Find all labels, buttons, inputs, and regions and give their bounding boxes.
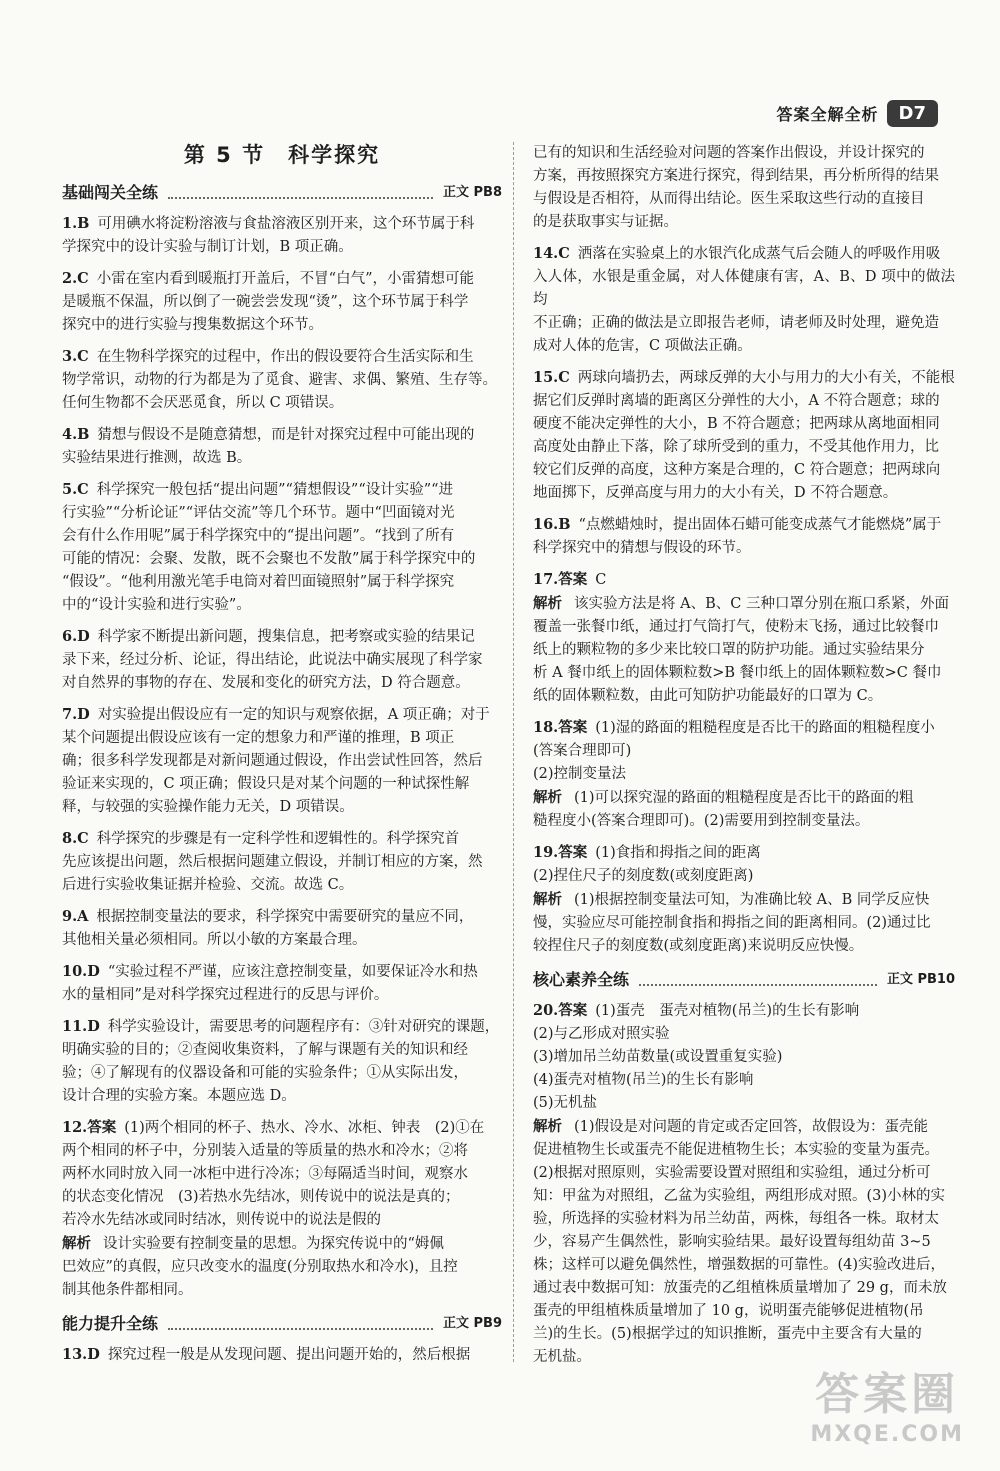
answer-line: 13.D 探究过程一般是从发现问题、提出问题开始的，然后根据 — [62, 1346, 471, 1363]
answer-line: 明确实验的目的；②查阅收集资料，了解与课题有关的知识和经 — [62, 1042, 468, 1058]
answer-line: “假设”。“他利用激光笔手电筒对着凹面镜照射”属于科学探究 — [62, 574, 455, 590]
answer-line: 先应该提出问题，然后根据问题建立假设，并制订相应的方案，然 — [62, 854, 483, 870]
page-number-badge: D7 — [887, 100, 938, 127]
answer-item — [62, 423, 502, 470]
analysis-line: 慢，实验应尽可能控制食指和拇指之间的距离相同。(2)通过比 — [533, 915, 931, 931]
analysis-line: 糙程度小(答案合理即可)。(2)需要用到控制变量法。 — [533, 813, 870, 829]
analysis-line: 纸的固体颗粒数，由此可知防护功能最好的口罩为 C。 — [533, 688, 883, 704]
answer-line: (5)无机盐 — [533, 1095, 598, 1111]
answer-line: 4.B 猜想与假设不是随意猜想，而是针对探究过程中可能出现的 — [62, 426, 475, 443]
question-number: 8.C — [62, 830, 89, 847]
answer-line: 后进行实验收集证据并检验、交流。故选 C。 — [62, 877, 354, 893]
question-number: 7.D — [62, 706, 90, 723]
answer-item — [62, 1015, 502, 1108]
answer-line: 17.答案 C — [533, 571, 607, 588]
answer-line: 20.答案 (1)蛋壳 蛋壳对植物(吊兰)的生长有影响 — [533, 1002, 860, 1019]
answer-line: 10.D “实验过程不严谨，应该注意控制变量，如要保证冷水和热 — [62, 963, 478, 980]
answer-line: 的是获取事实与证据。 — [533, 214, 678, 230]
analysis-line: 纸上的颗粒物的多少来比较口罩的防护功能。通过实验结果分 — [533, 642, 925, 658]
answer-line: 3.C 在生物科学探究的过程中，作出的假设要符合生活实际和生 — [62, 348, 474, 365]
site-watermark — [810, 1358, 964, 1447]
part-header-core — [533, 968, 955, 991]
answer-line: 6.D 科学家不断提出新问题，搜集信息，把考察或实验的结果记 — [62, 628, 475, 645]
column-divider — [513, 142, 514, 1362]
part-ref: 正文 PB8 — [442, 185, 502, 200]
question-number: 16.B — [533, 516, 571, 533]
answer-line: 18.答案 (1)湿的路面的粗糙程度是否比干的路面的粗糙程度小 — [533, 719, 935, 736]
answer-line: 1.B 可用碘水将淀粉溶液与食盐溶液区别开来，这个环节属于科 — [62, 215, 475, 232]
question-number: 11.D — [62, 1018, 100, 1035]
analysis-line: 解析 (1)假设是对问题的肯定或否定回答，故假设为：蛋壳能 — [533, 1118, 929, 1135]
answer-line: (2)与乙形成对照实验 — [533, 1026, 670, 1042]
part-ref: 正文 PB10 — [886, 972, 955, 987]
answer-line: 会有什么作用呢”属于科学探究中的“提出问题”。“找到了所有 — [62, 528, 455, 544]
analysis-line: 覆盖一张餐巾纸，通过打气筒打气，使粉末飞扬，通过比较餐巾 — [533, 619, 939, 635]
answer-item — [533, 999, 955, 1369]
part-name: 核心素养全练 — [533, 970, 630, 989]
answer-line: 某个问题提出假设应该有一定的想象力和严谨的推理，B 项正 — [62, 730, 455, 746]
answer-line: 较它们反弹的高度，这种方案是合理的，C 符合题意；把两球向 — [533, 462, 941, 478]
question-number: 14.C — [533, 245, 570, 262]
part-name: 基础闯关全练 — [62, 183, 159, 202]
answer-line: 入人体，水银是重金属，对人体健康有害，A、B、D 项中的做法均 — [533, 269, 955, 308]
watermark-url: MXQE.COM — [810, 1422, 964, 1447]
answer-line: 高度处由静止下落，除了球所受到的重力，不受其他作用力，比 — [533, 439, 939, 455]
question-number: 3.C — [62, 348, 89, 365]
part-header-basic — [62, 181, 502, 204]
answer-item — [62, 703, 502, 819]
analysis-label: 解析 — [533, 595, 562, 612]
analysis-line: (2)根据对照原则，实验需要设置对照组和实验组，通过分析可 — [533, 1165, 931, 1181]
answer-line: 8.C 科学探究的步骤是有一定科学性和逻辑性的。科学探究首 — [62, 830, 460, 847]
answer-line: 实验结果进行推测，故选 B。 — [62, 450, 252, 466]
answer-line: 11.D 科学实验设计，需要思考的问题程序有：③针对研究的课题， — [62, 1018, 500, 1035]
dot-leader — [168, 187, 433, 199]
question-number: 18.答案 — [533, 719, 588, 736]
answer-line: 16.B “点燃蜡烛时，提出固体石蜡可能变成蒸气才能燃烧”属于 — [533, 516, 942, 533]
answer-line: (4)蛋壳对植物(吊兰)的生长有影响 — [533, 1072, 754, 1088]
question-number: 13.D — [62, 1346, 100, 1363]
question-number: 5.C — [62, 481, 89, 498]
question-number: 10.D — [62, 963, 100, 980]
answer-line: 中的“设计实验和进行实验”。 — [62, 597, 251, 613]
answer-line: 不正确；正确的做法是立即报告老师，请老师及时处理，避免造 — [533, 315, 939, 331]
analysis-label: 解析 — [533, 789, 562, 806]
analysis-line: 较捏住尺子的刻度数(或刻度距离)来说明反应快慢。 — [533, 938, 864, 954]
analysis-line: 解析 该实验方法是将 A、B、C 三种口罩分别在瓶口系紧，外面 — [533, 595, 949, 612]
answer-line: 12.答案 (1)两个相同的杯子、热水、冷水、冰柜、钟表 (2)①在 — [62, 1119, 485, 1136]
question-number: 17.答案 — [533, 571, 588, 588]
answer-item — [62, 625, 502, 695]
analysis-line: 少，容易产生偶然性，影响实验结果。最好设置每组幼苗 3~5 — [533, 1234, 931, 1250]
answer-line: 对自然界的事物的存在、发展和变化的研究方法，D 符合题意。 — [62, 675, 470, 691]
question-number: 1.B — [62, 215, 90, 232]
answer-item — [533, 716, 955, 833]
answer-line: 科学探究中的猜想与假设的环节。 — [533, 540, 751, 556]
answer-line: 设计合理的实验方案。本题应选 D。 — [62, 1088, 296, 1104]
answer-item — [62, 905, 502, 952]
answer-line: 学探究中的设计实验与制订计划，B 项正确。 — [62, 239, 353, 255]
analysis-line: 巴效应”的真假，应只改变水的温度(分别取热水和冷水)，且控 — [62, 1259, 458, 1275]
analysis-line: 通过表中数据可知：放蛋壳的乙组植株质量增加了 29 g，而未放 — [533, 1280, 947, 1296]
question-number: 2.C — [62, 270, 89, 287]
answer-line: 硬度不能决定弹性的大小，B 不符合题意；把两球从离地面相同 — [533, 416, 940, 432]
answer-line: 已有的知识和生活经验对问题的答案作出假设，并设计探究的 — [533, 145, 925, 161]
answer-line: 19.答案 (1)食指和拇指之间的距离 — [533, 844, 761, 861]
answer-item-continued — [533, 142, 955, 234]
answer-line: 两杯水同时放入同一冰柜中进行冷冻；③每隔适当时间，观察水 — [62, 1166, 468, 1182]
answer-item — [62, 1116, 502, 1302]
answer-line: 2.C 小雷在室内看到暖瓶打开盖后，不冒“白气”，小雷猜想可能 — [62, 270, 475, 287]
answer-line: (3)增加吊兰幼苗数量(或设置重复实验) — [533, 1049, 783, 1065]
answer-line: 验；④了解现有的仪器设备和可能的实验条件；①从实际出发， — [62, 1065, 468, 1081]
answer-line: 行实验”“分析论证”“评估交流”等几个环节。题中“凹面镜对光 — [62, 505, 455, 521]
analysis-line: 促进植物生长或蛋壳不能促进植物生长；本实验的变量为蛋壳。 — [533, 1142, 939, 1158]
answer-line: 地面掷下，反弹高度与用力的大小有关，D 不符合题意。 — [533, 485, 898, 501]
right-column — [533, 142, 955, 1377]
answer-line: 任何生物都不会厌恶觅食，所以 C 项错误。 — [62, 395, 344, 411]
part-ref: 正文 PB9 — [442, 1316, 502, 1331]
question-number: 6.D — [62, 628, 90, 645]
answer-line: 探究中的进行实验与搜集数据这个环节。 — [62, 317, 323, 333]
answer-line: 验证来实现的，C 项正确；假设只是对某个问题的一种试探性解 — [62, 776, 470, 792]
answer-line: 9.A 根据控制变量法的要求，科学探究中需要研究的量应不同， — [62, 908, 474, 925]
analysis-line: 兰)的生长。(5)根据学过的知识推断，蛋壳中主要含有大量的 — [533, 1326, 922, 1342]
answer-line: 与假设是否相符，从而得出结论。医生采取这些行动的直接目 — [533, 191, 925, 207]
question-number: 20.答案 — [533, 1002, 588, 1019]
page-header — [777, 100, 938, 127]
analysis-line: 解析 (1)可以探究湿的路面的粗糙程度是否比干的路面的粗 — [533, 789, 914, 806]
analysis-label: 解析 — [62, 1235, 91, 1252]
answer-item — [533, 841, 955, 958]
answer-item — [533, 568, 955, 708]
analysis-line: 解析 设计实验要有控制变量的思想。为探究传说中的“姆佩 — [62, 1235, 444, 1252]
analysis-line: 株；这样可以避免偶然性，增强数据的可靠性。(4)实验改进后， — [533, 1257, 946, 1273]
answer-line: 两个相同的杯子中，分别装入适量的等质量的热水和冷水；②将 — [62, 1143, 468, 1159]
answer-item — [62, 267, 502, 337]
analysis-line: 无机盐。 — [533, 1349, 591, 1365]
answer-line: 的状态变化情况 (3)若热水先结冰，则传说中的说法是真的； — [62, 1189, 460, 1205]
answer-item — [533, 366, 955, 505]
answer-item — [533, 242, 955, 358]
answer-line: 可能的情况：会聚、发散，既不会聚也不发散”属于科学探究中的 — [62, 551, 476, 567]
answer-item — [533, 513, 955, 560]
dot-leader — [639, 974, 877, 986]
analysis-line: 知：甲盆为对照组，乙盆为实验组，两组形成对照。(3)小林的实 — [533, 1188, 946, 1204]
answer-item — [62, 1343, 502, 1367]
answer-line: (答案合理即可) — [533, 743, 632, 759]
analysis-line: 验，所选择的实验材料为吊兰幼苗，两株，每组各一株。取材太 — [533, 1211, 939, 1227]
part-name: 能力提升全练 — [62, 1314, 159, 1333]
question-number: 19.答案 — [533, 844, 588, 861]
answer-line: 释，与较强的实验操作能力无关，D 项错误。 — [62, 799, 354, 815]
analysis-line: 析 A 餐巾纸上的固体颗粒数>B 餐巾纸上的固体颗粒数>C 餐巾 — [533, 665, 942, 681]
question-number: 9.A — [62, 908, 89, 925]
answer-line: 7.D 对实验提出假设应有一定的知识与观察依据，A 项正确；对于 — [62, 706, 490, 723]
answer-line: 物学常识，动物的行为都是为了觅食、避害、求偶、繁殖、生存等。 — [62, 372, 497, 388]
answer-line: (2)控制变量法 — [533, 766, 627, 782]
answer-item — [62, 212, 502, 259]
watermark-logo: 答案圈 — [815, 1369, 960, 1420]
answer-item — [62, 478, 502, 617]
answer-item — [62, 827, 502, 897]
answer-line: 确；很多科学发现都是对新问题通过假设，作出尝试性回答，然后 — [62, 753, 483, 769]
answer-item — [62, 960, 502, 1007]
answer-line: 据它们反弹时离墙的距离区分弹性的大小，A 不符合题意；球的 — [533, 393, 940, 409]
part-header-ability — [62, 1312, 502, 1335]
left-column — [62, 142, 502, 1375]
answer-line: 水的量相同”是对科学探究过程进行的反思与评价。 — [62, 987, 389, 1003]
section-title: 第 5 节 科学探究 — [183, 143, 381, 167]
answer-line: (2)捏住尺子的刻度数(或刻度距离) — [533, 868, 754, 884]
analysis-label: 解析 — [533, 891, 562, 908]
answer-line: 5.C 科学探究一般包括“提出问题”“猜想假设”“设计实验”“进 — [62, 481, 454, 498]
question-number: 15.C — [533, 369, 570, 386]
question-number: 4.B — [62, 426, 90, 443]
analysis-line: 蛋壳的甲组植株质量增加了 10 g，说明蛋壳能够促进植物(吊 — [533, 1303, 924, 1319]
answer-line: 录下来，经过分析、论证，得出结论，此说法中确实展现了科学家 — [62, 652, 483, 668]
answer-line: 14.C 洒落在实验桌上的水银汽化成蒸气后会随人的呼吸作用吸 — [533, 245, 941, 262]
answer-line: 成对人体的危害，C 项做法正确。 — [533, 338, 752, 354]
answer-line: 其他相关量必须相同。所以小敏的方案最合理。 — [62, 932, 367, 948]
answer-line: 15.C 两球向墙扔去，两球反弹的大小与用力的大小有关，不能根 — [533, 369, 955, 386]
answer-line: 若冷水先结冰或同时结冰，则传说中的说法是假的 — [62, 1212, 381, 1228]
analysis-label: 解析 — [533, 1118, 562, 1135]
dot-leader — [168, 1318, 433, 1330]
header-title: 答案全解全析 — [776, 105, 879, 124]
analysis-line: 制其他条件都相同。 — [62, 1282, 193, 1298]
answer-line: 方案，再按照探究方案进行探究，得到结果，再分析所得的结果 — [533, 168, 939, 184]
answer-item — [62, 345, 502, 415]
question-number: 12.答案 — [62, 1119, 117, 1136]
answer-line: 是暖瓶不保温，所以倒了一碗尝尝发现“烫”，这个环节属于科学 — [62, 294, 469, 310]
analysis-line: 解析 (1)根据控制变量法可知，为准确比较 A、B 同学反应快 — [533, 891, 930, 908]
